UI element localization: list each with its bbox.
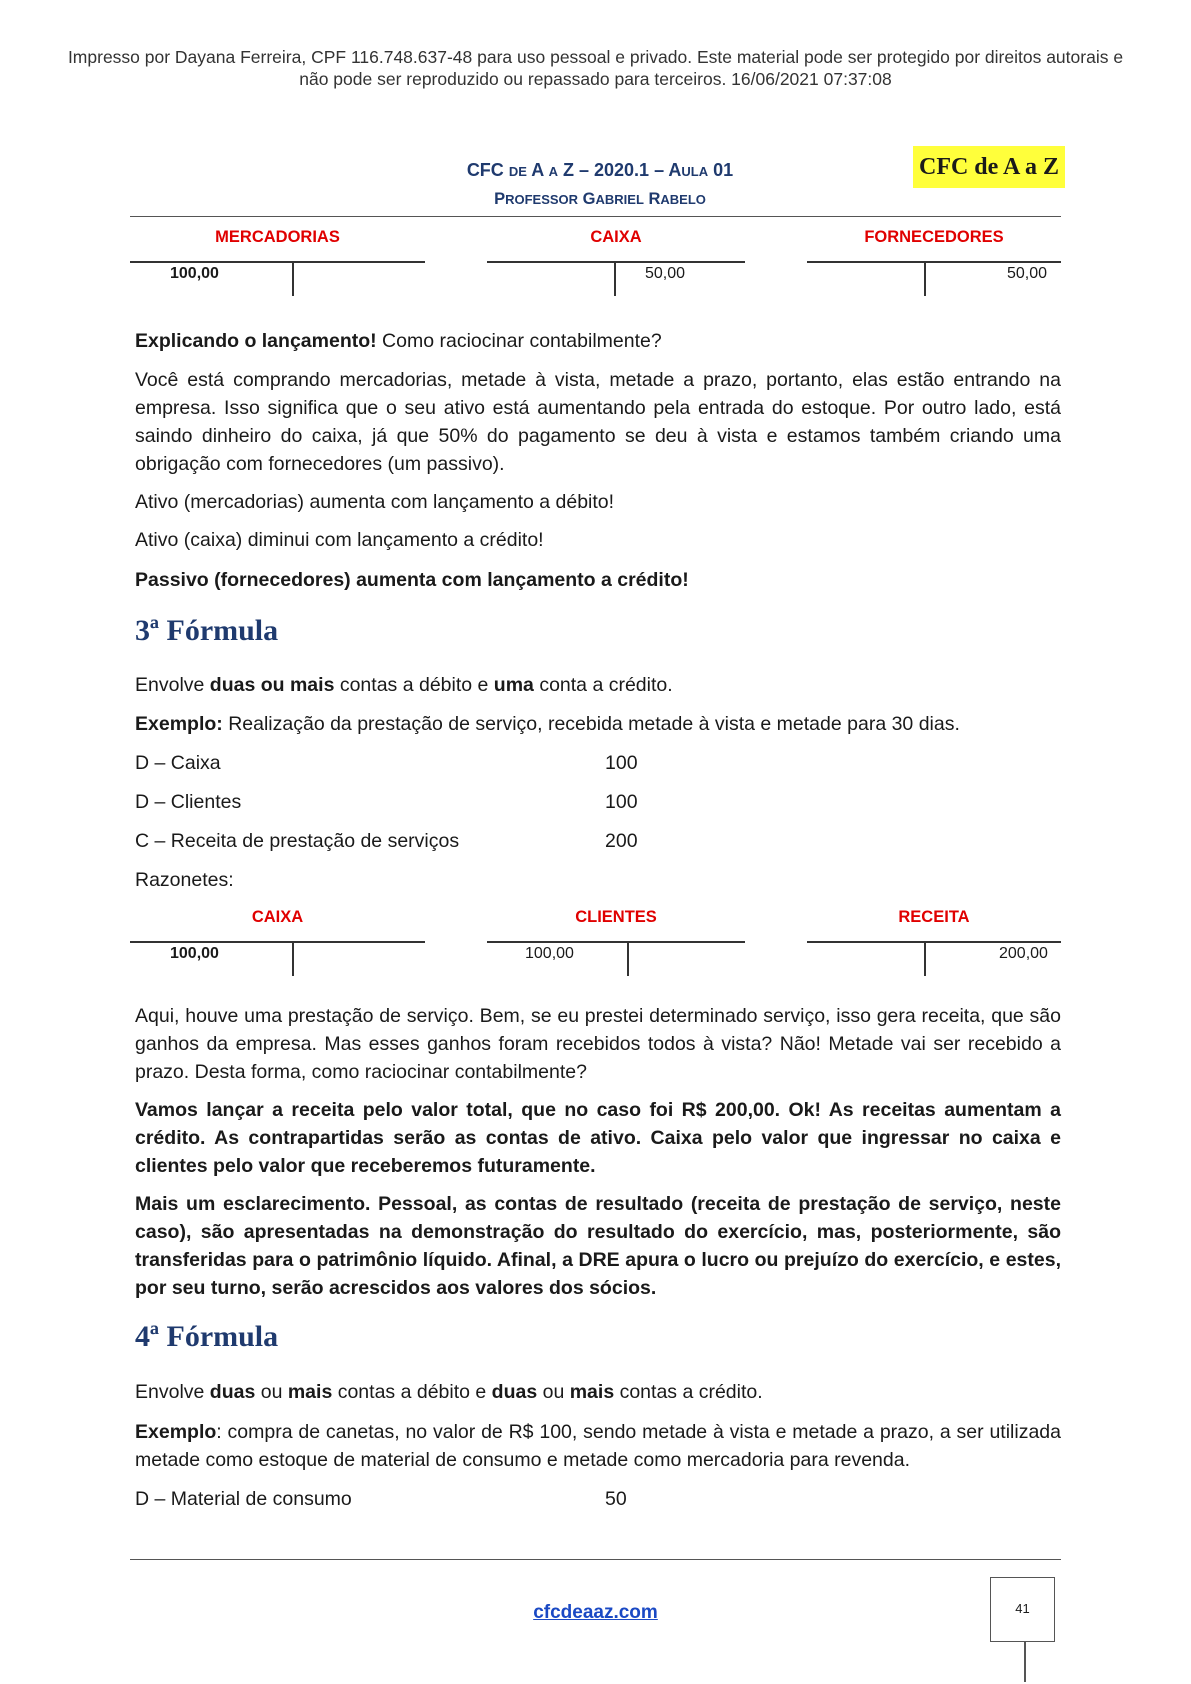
razonetes-label: Razonetes: — [135, 869, 234, 891]
taccount-divider — [627, 942, 629, 976]
taccount-label-receita: RECEITA — [898, 908, 970, 926]
notice-line-1: Impresso por Dayana Ferreira, CPF 116.748.637-48 para uso pessoal e privado. Este material pode ser protegido por direitos autorais e — [67, 47, 1124, 67]
entry-label: D – Material de consumo — [135, 1488, 352, 1510]
taccount-line — [807, 261, 1061, 263]
title-part: ULA — [681, 164, 709, 179]
formula-3-description — [135, 671, 1061, 699]
taccount-debit: 100,00 — [170, 265, 219, 282]
entry-label: D – Caixa — [135, 752, 221, 774]
page-number: 41 — [990, 1577, 1055, 1642]
title-part: CFC — [466, 160, 504, 180]
explain-bold: Explicando o lançamento! — [135, 330, 377, 352]
text-part: Envolve — [135, 674, 210, 696]
document-title — [330, 160, 870, 181]
taccount-credit: 50,00 — [645, 265, 686, 282]
taccount-debit: 100,00 — [525, 945, 574, 962]
text-part: contas a crédito. — [614, 1381, 763, 1403]
text-part: duas ou mais — [209, 674, 335, 696]
text-part: conta a crédito. — [533, 674, 673, 696]
taccount-label-caixa: CAIXA — [251, 908, 304, 926]
text-part: Exemplo: — [135, 713, 223, 735]
paragraph-3: Ativo (caixa) diminui com lançamento a crédito! — [135, 529, 544, 551]
text-part: uma — [493, 674, 534, 696]
title-part: A — [531, 160, 544, 180]
taccount-label-mercadorias: MERCADORIAS — [215, 228, 340, 246]
taccount-divider — [614, 262, 616, 296]
explain-heading — [135, 327, 1061, 355]
paragraph-7: Mais um esclarecimento. Pessoal, as contas de resultado (receita de prestação de serviço, neste caso), são apresentadas na demonstração do resultado do exercício, mas, posteriormente, são transferidas para o patrimônio líquido. Afinal, a DRE apura o lucro ou prejuízo do exercício, e estes, por seu turno, serão acrescidos aos valores dos sócios. — [135, 1193, 1061, 1299]
subtitle-part: ROFESSOR — [505, 192, 579, 207]
text-part: mais — [287, 1381, 333, 1403]
taccount-debit: 100,00 — [170, 945, 219, 962]
site-link[interactable]: cfcdeaaz.com — [533, 1602, 658, 1623]
taccount-line — [807, 941, 1061, 943]
title-part: Z – 2020.1 – A — [563, 160, 682, 180]
page-number-tail — [1024, 1642, 1026, 1682]
paragraph-1: Você está comprando mercadorias, metade à vista, metade a prazo, portanto, elas estão entrando na empresa. Isso significa que o seu ativo está aumentando pela entrada do estoque. Por outro lado, está saindo dinheiro do caixa, já que 50% do pagamento se deu à vista e estamos também criando uma obrigação com fornecedores (um passivo). — [135, 369, 1061, 475]
taccount-label-caixa: CAIXA — [590, 228, 642, 246]
brand-badge: CFC de A a Z — [913, 146, 1065, 188]
paragraph-6: Vamos lançar a receita pelo valor total, que no caso foi R$ 200,00. Ok! As receitas aumentam a crédito. As contrapartidas serão as contas de ativo. Caixa pelo valor que ingressar no caixa e clientes pelo valor que receberemos futuramente. — [135, 1099, 1061, 1177]
text-part: : compra de canetas, no valor de R$ 100, sendo metade à vista e metade a prazo, a ser utilizada metade como estoque de material de consumo e metade como mercadoria para revenda. — [135, 1421, 1061, 1471]
formula-4-description — [135, 1378, 1061, 1406]
section-heading-4: 4ª Fórmula — [135, 1320, 279, 1353]
title-part: 01 — [713, 160, 734, 180]
text-part: ou — [537, 1381, 570, 1403]
subtitle-part: G — [582, 190, 596, 208]
text-part: Envolve — [135, 1381, 210, 1403]
title-part: DE — [508, 164, 527, 179]
entry-value: 50 — [605, 1488, 627, 1510]
text-part: Realização da prestação de serviço, recebida metade à vista e metade para 30 dias. — [222, 713, 960, 735]
text-part: mais — [569, 1381, 615, 1403]
taccount-divider — [292, 942, 294, 976]
entry-value: 100 — [605, 752, 638, 774]
text-part: Exemplo — [135, 1421, 217, 1443]
subtitle-part: ABELO — [660, 192, 706, 207]
taccount-line — [487, 941, 745, 943]
title-part: A — [548, 164, 558, 179]
subtitle-part: ABRIEL — [595, 192, 644, 207]
taccount-label-clientes: CLIENTES — [575, 908, 657, 926]
entry-value: 100 — [605, 791, 638, 813]
copyright-notice — [0, 46, 1191, 90]
section-heading-3: 3ª Fórmula — [135, 614, 279, 647]
paragraph-2: Ativo (mercadorias) aumenta com lançamento a débito! — [135, 491, 615, 513]
taccount-line — [487, 261, 745, 263]
notice-line-2: não pode ser reproduzido ou repassado para terceiros. 16/06/2021 07:37:08 — [299, 69, 892, 89]
taccount-line — [130, 261, 425, 263]
taccount-divider — [924, 942, 926, 976]
document-subtitle — [330, 190, 870, 209]
text-part: duas — [491, 1381, 538, 1403]
explain-rest: Como raciocinar contabilmente? — [376, 330, 662, 352]
taccount-divider — [924, 262, 926, 296]
taccount-label-fornecedores: FORNECEDORES — [864, 228, 1004, 246]
text-part: contas a débito e — [332, 1381, 492, 1403]
entry-label: C – Receita de prestação de serviços — [135, 830, 460, 852]
text-part: ou — [255, 1381, 288, 1403]
formula-4-example — [135, 1418, 1061, 1474]
subtitle-part: R — [648, 190, 661, 208]
header-divider — [130, 216, 1061, 217]
entry-label: D – Clientes — [135, 791, 242, 813]
taccount-credit: 50,00 — [1007, 265, 1048, 282]
paragraph-4: Passivo (fornecedores) aumenta com lançamento a crédito! — [135, 569, 689, 591]
taccount-line — [130, 941, 425, 943]
taccount-divider — [292, 262, 294, 296]
taccount-credit: 200,00 — [999, 945, 1048, 962]
entry-value: 200 — [605, 830, 638, 852]
footer-divider — [130, 1559, 1061, 1560]
formula-3-example — [135, 710, 1061, 738]
text-part: duas — [209, 1381, 256, 1403]
subtitle-part: P — [494, 190, 506, 208]
text-part: contas a débito e — [334, 674, 494, 696]
paragraph-5: Aqui, houve uma prestação de serviço. Bem, se eu prestei determinado serviço, isso gera receita, que são ganhos da empresa. Mas esses ganhos foram recebidos todos à vista? Não! Metade vai ser recebido a prazo. Desta forma, como raciocinar contabilmente? — [135, 1005, 1061, 1083]
